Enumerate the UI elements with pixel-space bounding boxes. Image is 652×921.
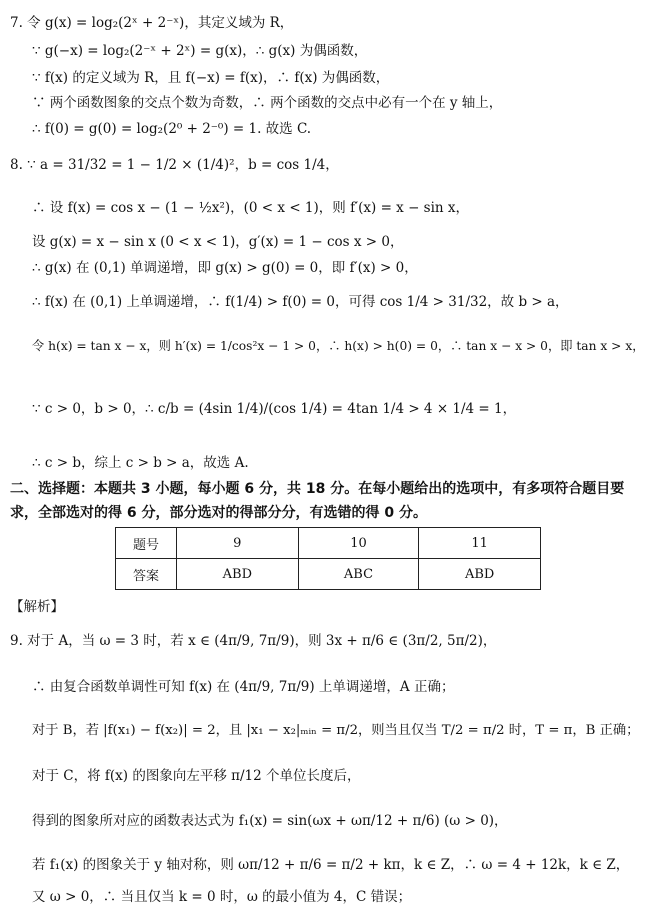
q9-line-4: 对于 C，将 f(x) 的图象向左平移 π/12 个单位长度后， <box>32 768 361 784</box>
q9-line-1: 9. 对于 A，当 ω = 3 时，若 x ∈ (4π/9, 7π/9)，则 3x + π/6 ∈ (3π/2, 5π/2)， <box>10 633 497 649</box>
table-cell: 10 <box>298 528 419 559</box>
q9-line-6: 若 f₁(x) 的图象关于 y 轴对称，则 ωπ/12 + π/6 = π/2 + kπ，k ∈ Z，∴ ω = 4 + 12k，k ∈ Z， <box>32 857 630 873</box>
q9-line-2: ∴ 由复合函数单调性可知 f(x) 在 (4π/9, 7π/9) 上单调递增，A 正确； <box>32 679 455 695</box>
q7-line-5: ∴ f(0) = g(0) = log₂(2⁰ + 2⁻⁰) = 1. 故选 C. <box>32 121 312 137</box>
table-cell: ABD <box>177 559 299 590</box>
q8-line-1: 8. ∵ a = 31/32 = 1 − 1/2 × (1/4)²，b = cos 1/4， <box>10 157 339 173</box>
q8-line-5: ∴ f(x) 在 (0,1) 上单调递增，∴ f(1/4) > f(0) = 0，可得 cos 1/4 > 31/32，故 b > a， <box>32 294 569 310</box>
q8-line-2: ∴ 设 f(x) = cos x − (1 − ½x²)，(0 < x < 1)，则 f′(x) = x − sin x， <box>32 200 470 216</box>
q7-line-4: ∵ 两个函数图象的交点个数为奇数，∴ 两个函数的交点中必有一个在 y 轴上， <box>32 95 503 111</box>
section-heading-line-1: 二、选择题：本题共 3 小题，每小题 6 分，共 18 分。在每小题给出的选项中，有多项符合题目要 <box>10 481 625 497</box>
q9-line-5: 得到的图象所对应的函数表达式为 f₁(x) = sin(ωx + ωπ/12 + π/6) (ω > 0)， <box>32 813 508 829</box>
q8-line-8: ∴ c > b，综上 c > b > a，故选 A. <box>32 455 249 471</box>
table-cell: 11 <box>419 528 541 559</box>
q8-line-3: 设 g(x) = x − sin x (0 < x < 1)，g′(x) = 1 − cos x > 0， <box>32 234 404 250</box>
q9-line-3: 对于 B，若 |f(x₁) − f(x₂)| = 2，且 |x₁ − x₂|ₘᵢₙ = π/2，则当且仅当 T/2 = π/2 时，T = π，B 正确； <box>32 723 640 738</box>
q8-line-7: ∵ c > 0，b > 0，∴ c/b = (4sin 1/4)/(cos 1/4) = 4tan 1/4 > 4 × 1/4 = 1， <box>32 401 517 417</box>
table-cell: 答案 <box>116 559 177 590</box>
q8-line-6: 令 h(x) = tan x − x，则 h′(x) = 1/cos²x − 1 > 0，∴ h(x) > h(0) = 0，∴ tan x − x > 0，即 tan x > x， <box>32 339 645 353</box>
answer-table-answer-row <box>116 559 541 590</box>
analysis-heading: 【解析】 <box>10 599 64 615</box>
section-heading-line-2: 求，全部选对的得 6 分，部分选对的得部分分，有选错的得 0 分。 <box>10 505 427 521</box>
q8-line-4: ∴ g(x) 在 (0,1) 单调递增，即 g(x) > g(0) = 0，即 f′(x) > 0， <box>32 260 418 276</box>
answer-table <box>115 527 541 590</box>
q7-line-2: ∵ g(−x) = log₂(2⁻ˣ + 2ˣ) = g(x)，∴ g(x) 为偶函数， <box>32 43 368 59</box>
table-cell: 9 <box>177 528 299 559</box>
table-cell: 题号 <box>116 528 177 559</box>
q9-line-7: 又 ω > 0，∴ 当且仅当 k = 0 时，ω 的最小值为 4，C 错误； <box>32 889 412 905</box>
answer-table-header-row <box>116 528 541 559</box>
q7-line-1: 7. 令 g(x) = log₂(2ˣ + 2⁻ˣ)，其定义域为 R， <box>10 15 294 31</box>
table-cell: ABC <box>298 559 419 590</box>
table-cell: ABD <box>419 559 541 590</box>
q7-line-3: ∵ f(x) 的定义域为 R，且 f(−x) = f(x)，∴ f(x) 为偶函数， <box>32 70 390 86</box>
